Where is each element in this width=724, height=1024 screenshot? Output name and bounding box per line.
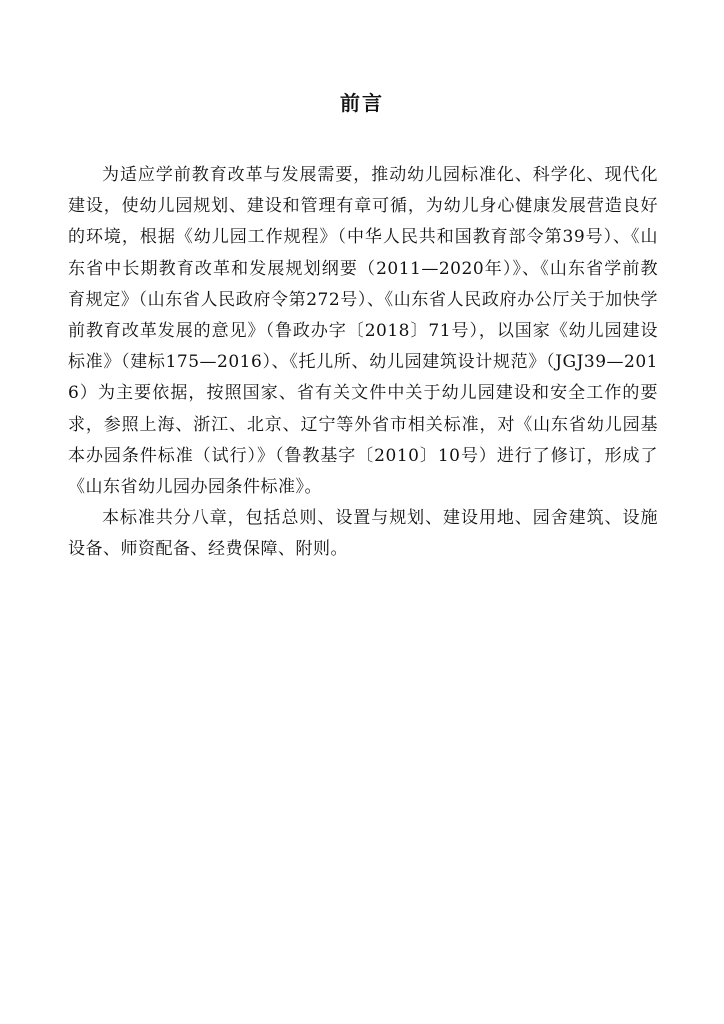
paragraph-chapters: 本标准共分八章，包括总则、设置与规划、建设用地、园舍建筑、设施设备、师资配备、经费保障、附则。 bbox=[68, 508, 658, 560]
paragraph-preface: 为适应学前教育改革与发展需要，推动幼儿园标准化、科学化、现代化建设，使幼儿园规划、建设和管理有章可循，为幼儿身心健康发展营造良好的环境，根据《幼儿园工作规程》（中华人民共和国教育部令第39号）、《山东省中长期教育改革和发展规划纲要（2011—2020年）》、《山东省学前教育规定》（山东省人民政府令第272号）、《山东省人民政府办公厅关于加快学前教育改革发展的意见》（鲁政办字〔2018〕71号），以国家《幼儿园建设标准》（建标175—2016）、《托儿所、幼儿园建筑设计规范》（JGJ39—2016）为主要依据，按照国家、省有关文件中关于幼儿园建设和安全工作的要求，参照上海、浙江、北京、辽宁等外省市相关标准，对《山东省幼儿园基本办园条件标准（试行）》（鲁教基字〔2010〕10号）进行了修订，形成了《山东省幼儿园办园条件标准》。 bbox=[68, 165, 658, 498]
page-title: 前言 bbox=[340, 91, 384, 115]
document-body bbox=[68, 160, 658, 566]
